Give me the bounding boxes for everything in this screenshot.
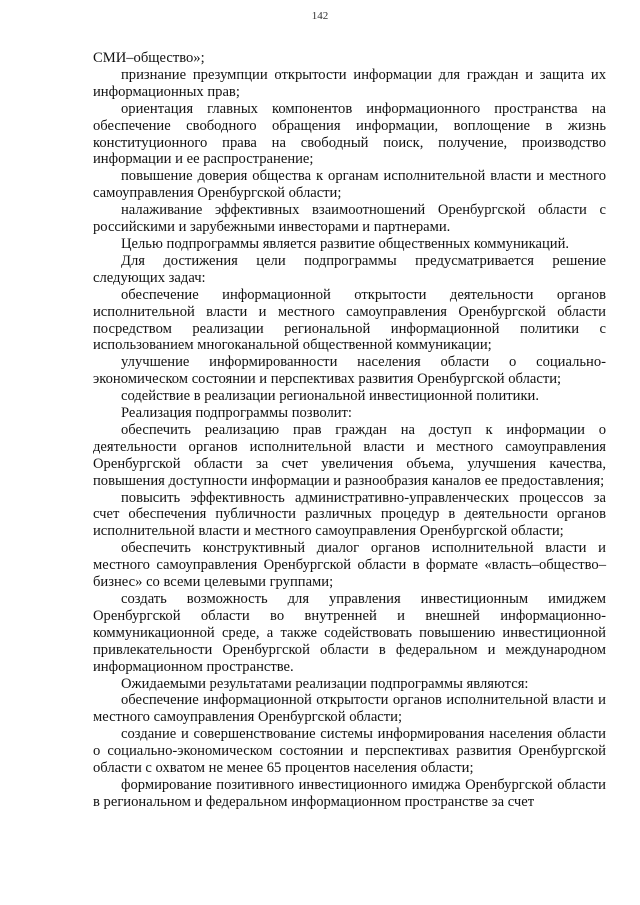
paragraph: Для достижения цели подпрограммы предусматривается решение следующих задач: <box>93 252 606 286</box>
paragraph: обеспечить конструктивный диалог органов исполнительной власти и местного самоуправления Оренбургской области в формате «власть–общество–бизнес» со всеми целевыми группами; <box>93 540 606 591</box>
paragraph: улучшение информированности населения области о социально-экономическом состоянии и перспективах развития Оренбургской области; <box>93 354 606 388</box>
paragraph: повысить эффективность административно-управленческих процессов за счет обеспечения публичности различных процедур в деятельности органов исполнительной власти и местного самоуправления Оренбургской области; <box>93 489 606 540</box>
paragraph: признание презумпции открытости информации для граждан и защита их информационных прав; <box>93 66 606 100</box>
paragraph: Реализация подпрограммы позволит: <box>121 405 352 422</box>
paragraph: обеспечить реализацию прав граждан на доступ к информации о деятельности органов исполнительной власти и местного самоуправления Оренбургской области за счет увеличения объема, улучшения качества, повышения доступности информации и разнообразия каналов ее предоставления; <box>93 421 606 489</box>
page-number: 142 <box>311 10 329 22</box>
paragraph: ориентация главных компонентов информационного пространства на обеспечение свободного обращения информации, воплощение в жизнь конституционного права на свободный поиск, получение, производство информации и ее распространение; <box>93 100 606 168</box>
paragraph: создание и совершенствование системы информирования населения области о социально-экономическом состоянии и перспективах развития Оренбургской области с охватом не менее 65 процентов населения области; <box>93 726 606 777</box>
paragraph: налаживание эффективных взаимоотношений Оренбургской области с российскими и зарубежными инвесторами и партнерами. <box>93 202 606 236</box>
paragraph: обеспечение информационной открытости органов исполнительной власти и местного самоуправления Оренбургской области; <box>93 692 606 726</box>
paragraph: Ожидаемыми результатами реализации подпрограммы являются: <box>121 675 529 692</box>
document-body <box>93 50 606 811</box>
paragraph: содействие в реализации региональной инвестиционной политики. <box>121 388 540 405</box>
paragraph: формирование позитивного инвестиционного имиджа Оренбургской области в региональном и федеральном информационном пространстве за счет <box>93 776 606 810</box>
paragraph: Целью подпрограммы является развитие общественных коммуникаций. <box>121 235 570 252</box>
paragraph: создать возможность для управления инвестиционным имиджем Оренбургской области во внутренней и внешней информационно-коммуникационной среде, а также содействовать повышению инвестиционной привлекательности Оренбургской области в федеральном и международном информационном пространстве. <box>93 591 606 675</box>
paragraph: повышение доверия общества к органам исполнительной власти и местного самоуправления Оренбургской области; <box>93 168 606 202</box>
paragraph: обеспечение информационной открытости деятельности органов исполнительной власти и местного самоуправления Оренбургской области посредством реализации региональной информационной политики с использованием многоканальной общественной коммуникации; <box>93 286 606 354</box>
paragraph: СМИ–общество»; <box>93 50 205 66</box>
